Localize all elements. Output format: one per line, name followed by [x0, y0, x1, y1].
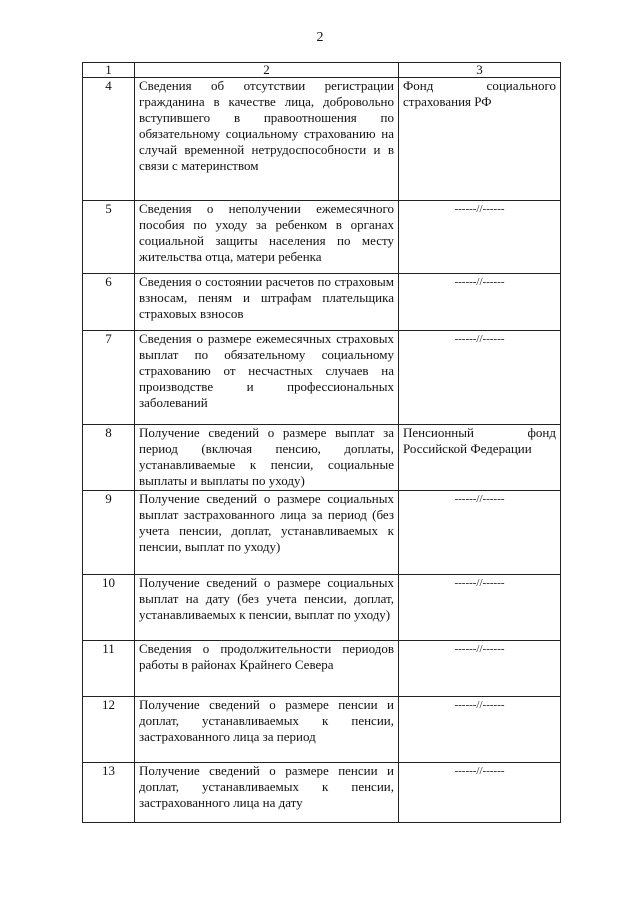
row-number: 9: [83, 491, 135, 575]
row-number: 5: [83, 201, 135, 274]
row-organization: Фонд социального страхования РФ: [399, 78, 561, 201]
row-number: 6: [83, 274, 135, 331]
table-row: [83, 575, 561, 641]
row-description: Получение сведений о размере выплат за период (включая пенсию, доплаты, устанавливаемые к пенсии, социальные выплаты и выплаты по уходу): [135, 425, 399, 491]
row-number: 10: [83, 575, 135, 641]
row-organization: ------//------: [399, 641, 561, 697]
column-header-organization: 3: [399, 63, 561, 78]
row-organization: ------//------: [399, 697, 561, 763]
row-description: Получение сведений о размере пенсии и доплат, устанавливаемых к пенсии, застрахованного лица за период: [135, 697, 399, 763]
row-description: Получение сведений о размере пенсии и доплат, устанавливаемых к пенсии, застрахованного лица на дату: [135, 763, 399, 823]
row-number: 11: [83, 641, 135, 697]
row-description: Сведения о размере ежемесячных страховых выплат по обязательному социальному страхованию от несчастных случаев на производстве и профессиональных заболеваний: [135, 331, 399, 425]
row-number: 4: [83, 78, 135, 201]
row-description: Сведения о продолжительности периодов работы в районах Крайнего Севера: [135, 641, 399, 697]
table-row: [83, 274, 561, 331]
table-row: [83, 491, 561, 575]
row-description: Сведения о неполучении ежемесячного пособия по уходу за ребенком в органах социальной защиты населения по месту жительства отца, матери ребенка: [135, 201, 399, 274]
column-header-number: 1: [83, 63, 135, 78]
table-row: [83, 201, 561, 274]
row-number: 12: [83, 697, 135, 763]
services-table: [82, 62, 561, 823]
row-number: 7: [83, 331, 135, 425]
row-description: Сведения о состоянии расчетов по страховым взносам, пеням и штрафам плательщика страховых взносов: [135, 274, 399, 331]
row-organization: ------//------: [399, 274, 561, 331]
row-number: 13: [83, 763, 135, 823]
table-row: [83, 697, 561, 763]
row-organization: ------//------: [399, 201, 561, 274]
table-row: [83, 641, 561, 697]
table-row: [83, 78, 561, 201]
table-header-row: [83, 63, 561, 78]
row-organization: ------//------: [399, 491, 561, 575]
row-description: Получение сведений о размере социальных выплат на дату (без учета пенсии, доплат, устанавливаемых к пенсии, выплат по уходу): [135, 575, 399, 641]
row-number: 8: [83, 425, 135, 491]
row-description: Получение сведений о размере социальных выплат застрахованного лица за период (без учета пенсии, доплат, устанавливаемых к пенсии, выплат по уходу): [135, 491, 399, 575]
table-row: [83, 763, 561, 823]
row-organization: ------//------: [399, 331, 561, 425]
row-organization: ------//------: [399, 763, 561, 823]
column-header-description: 2: [135, 63, 399, 78]
table-row: [83, 331, 561, 425]
page-number: 2: [316, 30, 324, 45]
row-organization: Пенсионный фонд Российской Федерации: [399, 425, 561, 491]
row-organization: ------//------: [399, 575, 561, 641]
row-description: Сведения об отсутствии регистрации гражданина в качестве лица, добровольно вступившего в правоотношения по обязательному социальному страхованию на случай временной нетрудоспособности и в связи с материнством: [135, 78, 399, 201]
table-row: [83, 425, 561, 491]
